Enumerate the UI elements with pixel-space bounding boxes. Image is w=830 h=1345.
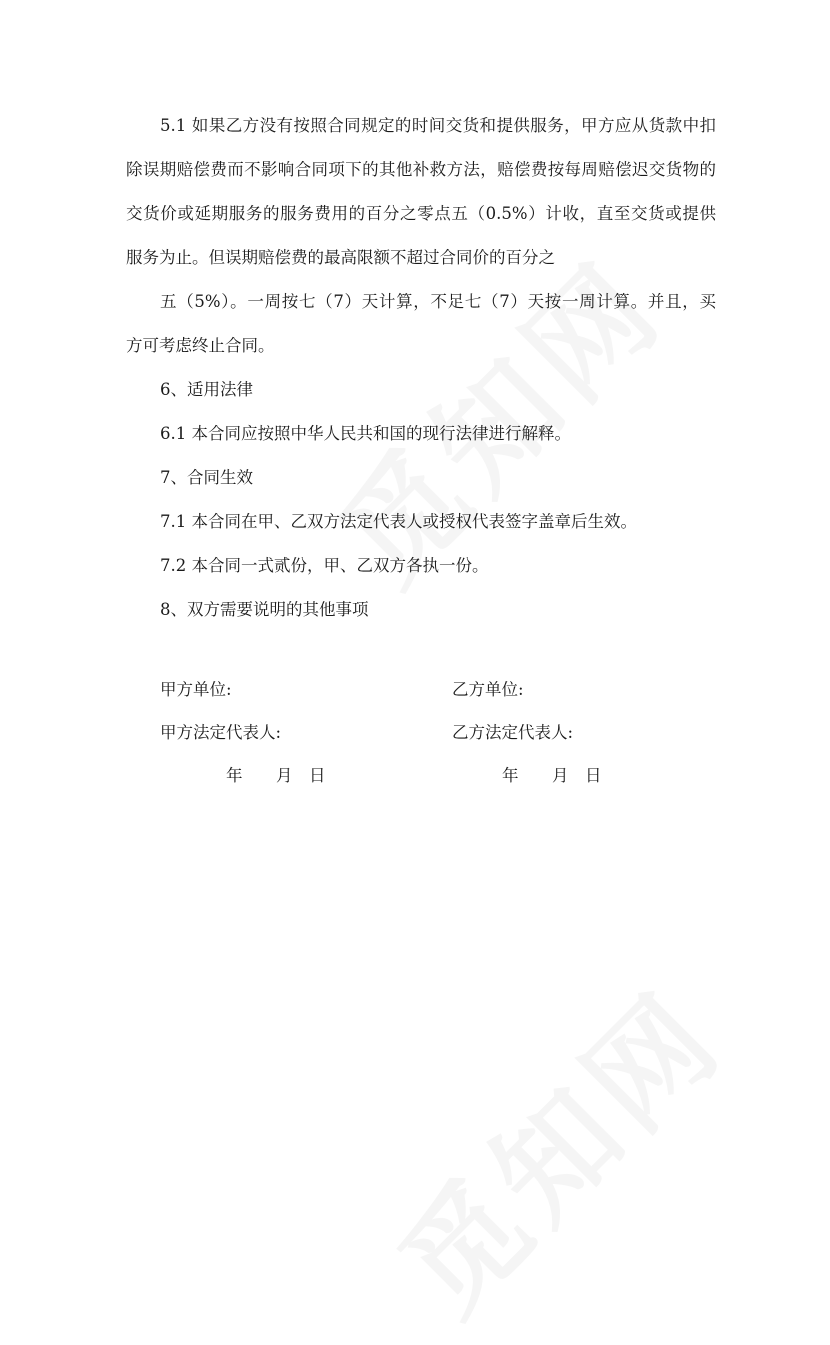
party-a-date-year: 年 bbox=[226, 766, 243, 785]
section-6-heading: 6、适用法律 bbox=[160, 380, 253, 399]
section-8-heading: 8、双方需要说明的其他事项 bbox=[160, 600, 369, 619]
text-line: 服务为止。但误期赔偿费的最高限额不超过合同价的百分之 bbox=[126, 248, 555, 267]
clause-5-1 bbox=[160, 104, 716, 148]
party-a-unit-label: 甲方单位: bbox=[160, 680, 232, 699]
clause-5-1-body bbox=[126, 148, 716, 280]
clause-7-2: 7.2 本合同一式贰份，甲、乙双方各执一份。 bbox=[160, 556, 489, 575]
text-line: 5.1 如果乙方没有按照合同规定的时间交货和提供服务，甲方应从货款中扣 bbox=[160, 116, 716, 135]
text-line: 交货价或延期服务的服务费用的百分之零点五（0.5%）计收，直至交货或提供 bbox=[126, 204, 716, 223]
text-line: 五（5%）。一周按七（7）天计算，不足七（7）天按一周计算。并且，买 bbox=[160, 292, 716, 311]
text-line: 除误期赔偿费而不影响合同项下的其他补救方法，赔偿费按每周赔偿迟交货物的 bbox=[126, 160, 716, 179]
party-a-representative-label: 甲方法定代表人: bbox=[160, 723, 282, 742]
clause-7-1: 7.1 本合同在甲、乙双方法定代表人或授权代表签字盖章后生效。 bbox=[160, 512, 637, 531]
clause-5-1-continued bbox=[160, 280, 716, 324]
party-b-representative-label: 乙方法定代表人: bbox=[452, 723, 574, 742]
section-7-heading: 7、合同生效 bbox=[160, 468, 253, 487]
clause-5-1-continued-body bbox=[126, 324, 716, 368]
party-b-date-day: 日 bbox=[585, 766, 602, 785]
party-b-date-year: 年 bbox=[502, 766, 519, 785]
text-line: 方可考虑终止合同。 bbox=[126, 336, 275, 355]
party-b-unit-label: 乙方单位: bbox=[452, 680, 524, 699]
clause-6-1: 6.1 本合同应按照中华人民共和国的现行法律进行解释。 bbox=[160, 424, 571, 443]
watermark bbox=[356, 947, 753, 1344]
party-b-date-month: 月 bbox=[552, 766, 569, 785]
party-a-date-day: 日 bbox=[309, 766, 326, 785]
party-a-date-month: 月 bbox=[276, 766, 293, 785]
